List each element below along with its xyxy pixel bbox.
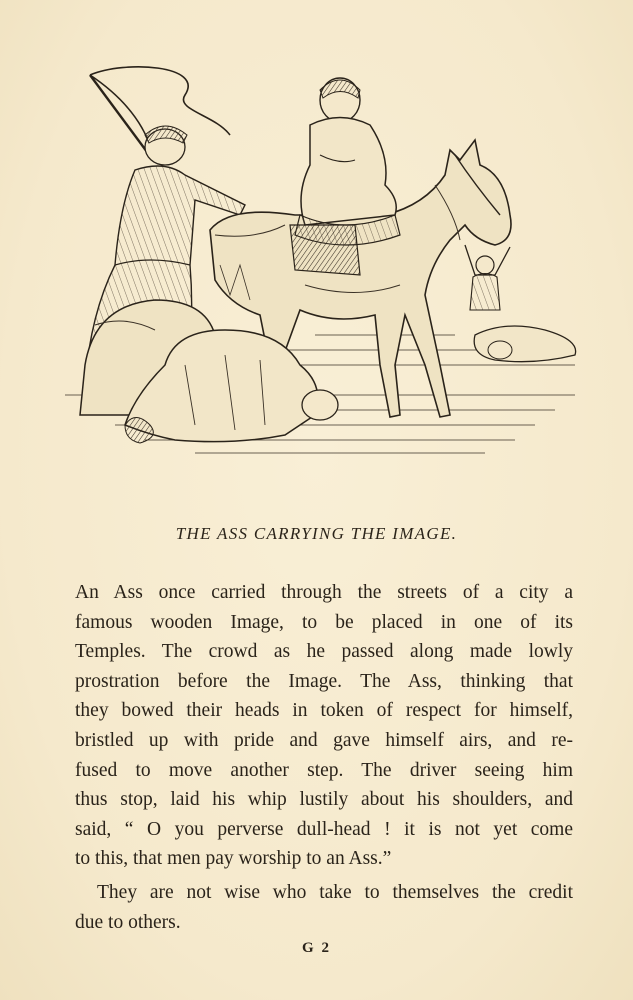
kneeling-worshippers [80,300,338,443]
fable-line: thus stop, laid his whip lustily about his shoulders, and [75,789,573,811]
wooden-image-figure [295,78,400,245]
fable-line: bristled up with pride and gave himself airs, and re- [75,729,573,751]
fable-line: fused to move another step. The driver seeing him [75,759,573,781]
moral-line: They are not wise who take to themselves the credit [97,881,573,903]
fable-line: famous wooden Image, to be placed in one of its [75,611,573,633]
fable-moral [75,878,573,937]
fable-illustration [55,65,585,465]
background-worshippers [465,245,576,362]
fable-line: said, “ O you perverse dull-head ! it is not yet come [75,818,573,840]
fable-text [75,578,573,937]
fable-line: to this, that men pay worship to an Ass.” [75,848,392,870]
fable-line: they bowed their heads in token of respect for himself, [75,700,573,722]
page-number: G 2 [302,940,331,956]
illustration-caption: THE ASS CARRYING THE IMAGE. [175,524,458,543]
fable-line: An Ass once carried through the streets of a city a [75,582,573,603]
fable-line: Temples. The crowd as he passed along made lowly [75,641,573,663]
moral-line: due to others. [75,911,181,933]
fable-line: prostration before the Image. The Ass, thinking that [75,670,573,692]
saddle-cloth [290,225,360,275]
fable-body [75,578,573,874]
